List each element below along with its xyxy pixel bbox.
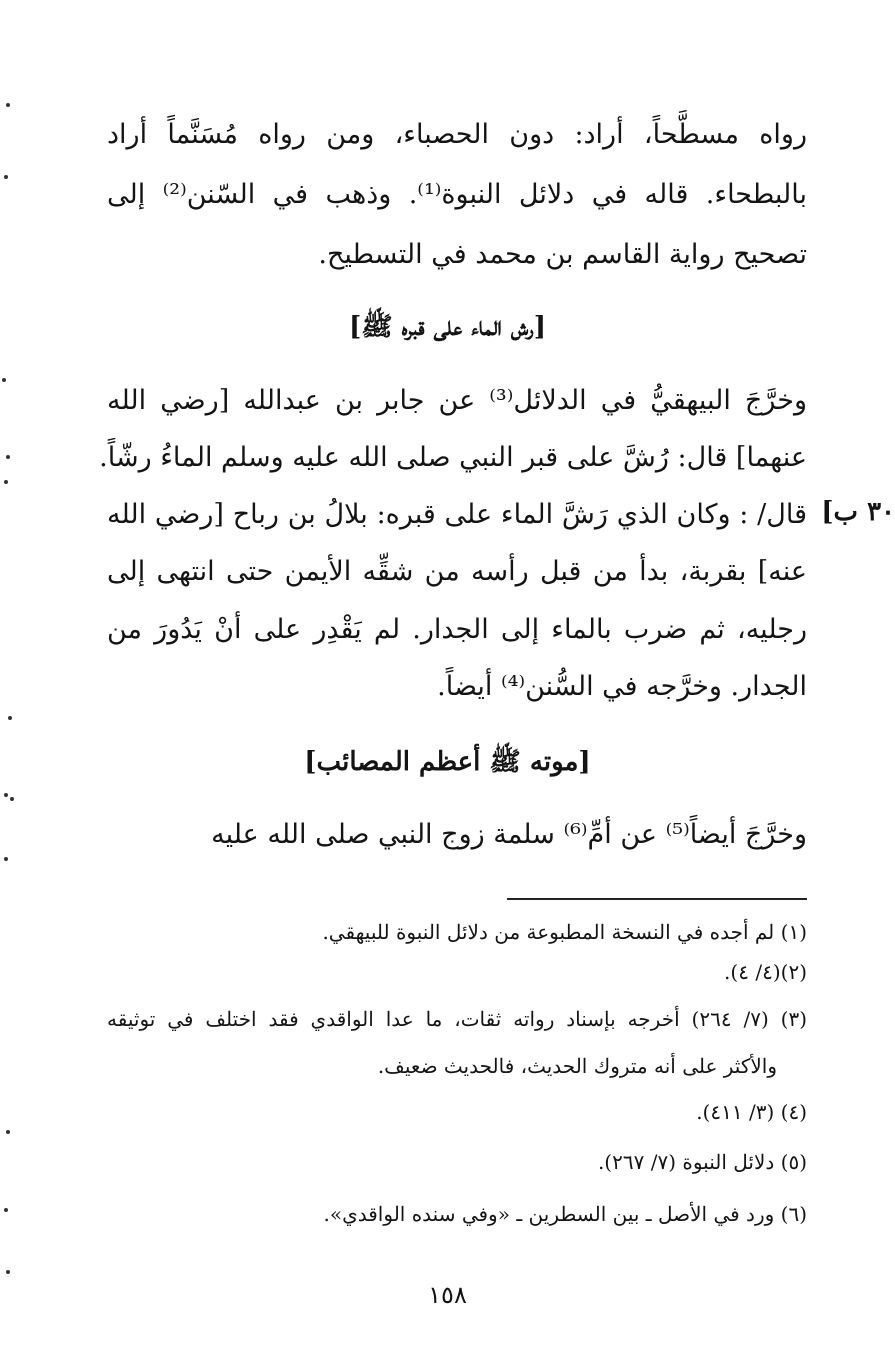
footnote: (٤) (٣/ ٤١١). — [696, 1100, 807, 1124]
footnote: (٥) دلائل النبوة (٧/ ٢٦٧). — [597, 1150, 807, 1174]
body-line: بالبطحاء. قاله في دلائل النبوة⁽¹⁾. وذهب في السّنن⁽²⁾ إلى — [107, 179, 807, 210]
scan-speck — [6, 455, 10, 459]
scan-speck — [4, 1208, 8, 1212]
body-line: الجدار. وخرَّجه في السُّنن⁽⁴⁾ أيضاً. — [437, 671, 807, 702]
footnote: (٦) ورد في الأصل ـ بين السطرين ـ «وفي سنده الواقدي». — [323, 1202, 807, 1226]
scan-speck — [4, 175, 8, 179]
margin-folio-note: ٣٠ ب] — [821, 497, 895, 527]
footnote: (٣) (٧/ ٢٦٤) أخرجه بإسناد رواته ثقات، ما عدا الواقدي فقد اختلف في توثيقه — [107, 1007, 807, 1031]
section-heading: [رش الماء على قبره ﷺ] — [348, 312, 547, 342]
scan-speck — [6, 1130, 10, 1134]
footnote: (٢)(٤/ ٤). — [724, 960, 807, 984]
section-heading: [موته ﷺ أعظم المصائب] — [304, 747, 591, 777]
body-line: تصحيح رواية القاسم بن محمد في التسطيح. — [318, 239, 807, 270]
footnote-separator — [507, 898, 807, 900]
page-number: ١٥٨ — [428, 1281, 467, 1309]
body-line: عنهما] قال: رُشَّ على قبر النبي صلى الله عليه وسلم الماءُ رشّاً. — [99, 442, 807, 473]
body-line: عنه] بقربة، بدأ من قبل رأسه من شقِّه الأيمن حتى انتهى إلى — [107, 556, 807, 587]
body-line: رواه مسطَّحاً، أراد: دون الحصباء، ومن رواه مُسَنَّماً أراد — [107, 119, 807, 150]
scan-speck — [6, 1270, 10, 1274]
scan-speck — [4, 480, 8, 484]
scan-speck — [4, 793, 8, 797]
body-line: وخرَّجَ البيهقيُّ في الدلائل⁽³⁾ عن جابر بن عبدالله [رضي الله — [107, 385, 807, 416]
footnote: (١) لم أجده في النسخة المطبوعة من دلائل النبوة للبيهقي. — [322, 920, 807, 944]
scan-speck — [2, 378, 6, 382]
scan-speck — [4, 857, 8, 861]
body-line: وخرَّجَ أيضاً⁽⁵⁾ عن أمِّ⁽⁶⁾ سلمة زوج النبي صلى الله عليه — [211, 819, 807, 850]
scan-speck — [10, 797, 14, 801]
footnote-continuation: والأكثر على أنه متروك الحديث، فالحديث ضعيف. — [377, 1054, 777, 1078]
body-line: قال/ : وكان الذي رَشَّ الماء على قبره: بلالُ بن رباح [رضي الله — [107, 499, 807, 530]
scan-speck — [6, 103, 10, 107]
body-line: رجليه، ثم ضرب بالماء إلى الجدار. لم يَقْدِر على أنْ يَدُورَ من — [107, 614, 807, 645]
scan-speck — [8, 716, 12, 720]
